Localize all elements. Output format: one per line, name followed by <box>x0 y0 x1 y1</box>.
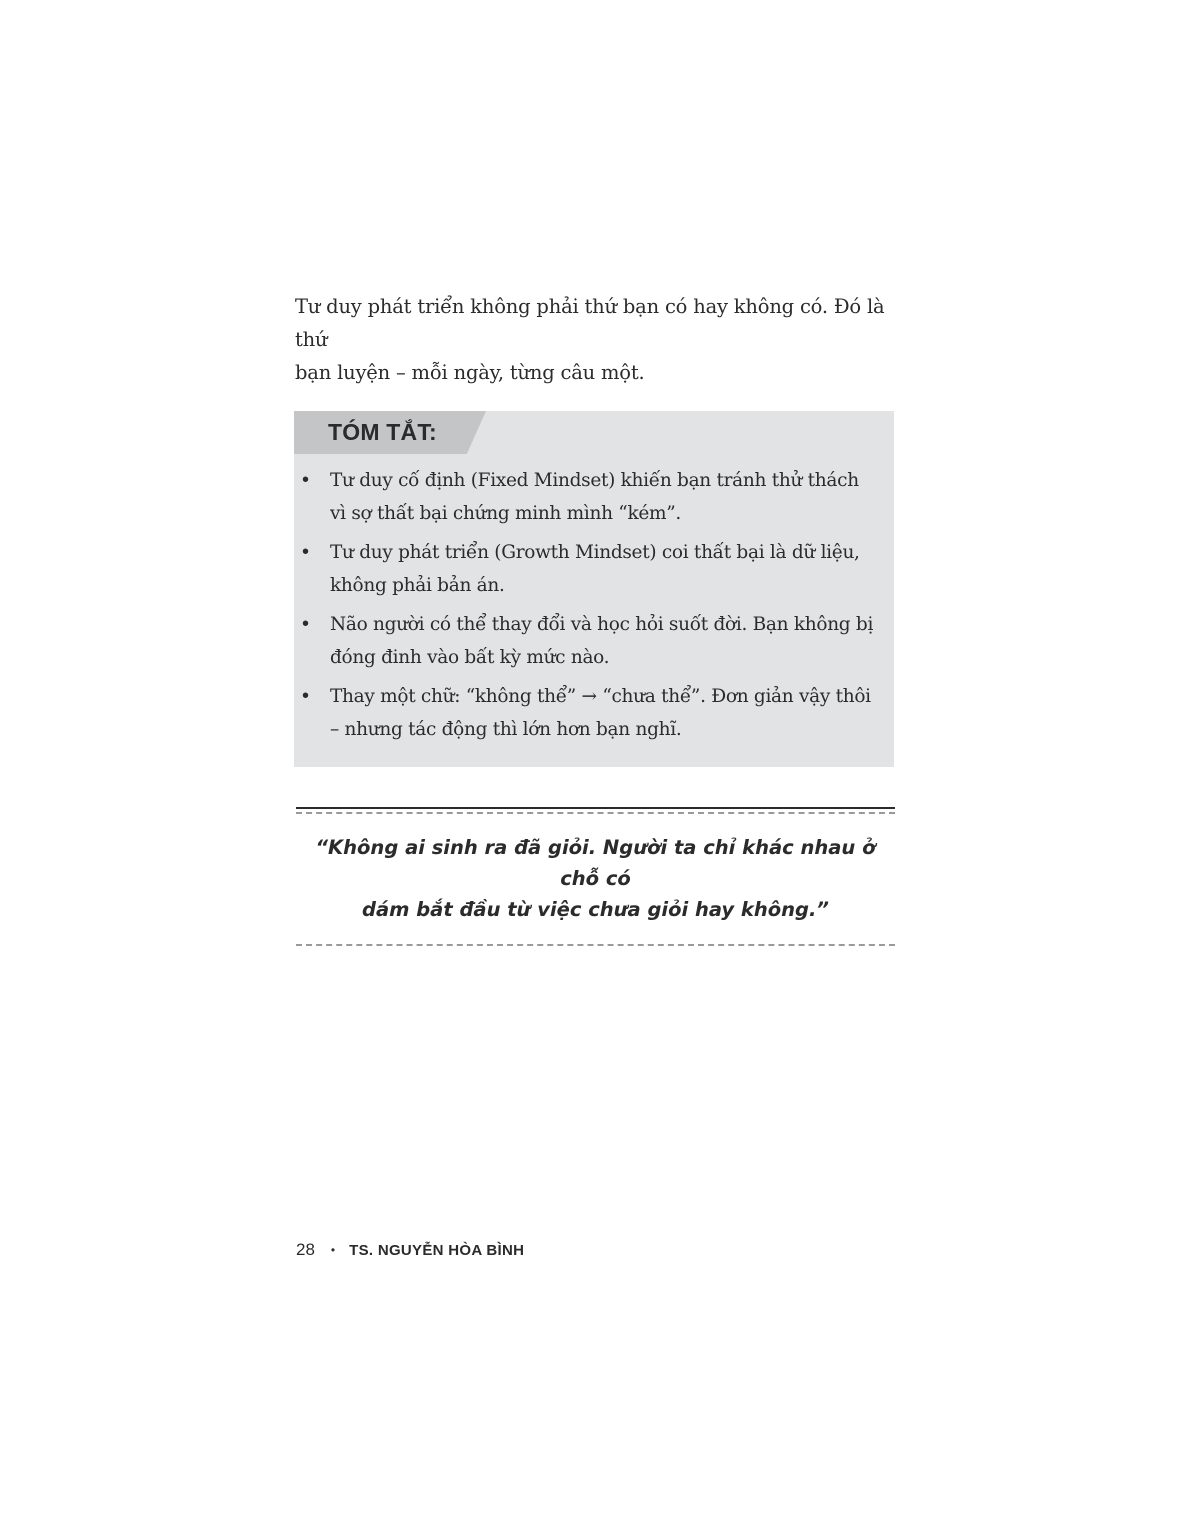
list-item-line: Tư duy phát triển (Growth Mindset) coi thất bại là dữ liệu, <box>330 542 860 563</box>
intro-line: bạn luyện – mỗi ngày, từng câu một. <box>295 361 645 384</box>
bullet-icon: • <box>302 541 309 563</box>
summary-title: TÓM TẮT: <box>328 419 437 445</box>
list-item-line: Thay một chữ: “không thể” → “chưa thể”. Đơn giản vậy thôi <box>330 686 871 707</box>
list-item-line: Não người có thể thay đổi và học hỏi suốt đời. Bạn không bị <box>330 614 874 635</box>
list-item <box>294 536 894 602</box>
list-item-line: Tư duy cố định (Fixed Mindset) khiến bạn tránh thử thách <box>330 470 859 491</box>
intro-paragraph <box>295 290 900 389</box>
list-item-line: không phải bản án. <box>330 575 505 596</box>
quote-line: dám bắt đầu từ việc chưa giỏi hay không.” <box>362 898 829 921</box>
page-footer <box>296 1240 524 1260</box>
quote-text <box>296 832 895 925</box>
pull-quote <box>296 807 895 946</box>
bullet-icon: • <box>302 469 309 491</box>
quote-bottom-dashed-rule <box>296 944 895 946</box>
bullet-icon: • <box>302 685 309 707</box>
bullet-icon: • <box>302 613 309 635</box>
list-item-line: – nhưng tác động thì lớn hơn bạn nghĩ. <box>330 719 682 740</box>
author-name: TS. NGUYỄN HÒA BÌNH <box>349 1241 525 1259</box>
quote-line: “Không ai sinh ra đã giỏi. Người ta chỉ khác nhau ở chỗ có <box>315 836 876 890</box>
summary-list <box>294 464 894 752</box>
quote-top-rule <box>296 807 895 809</box>
page-number: 28 <box>296 1240 315 1259</box>
summary-box <box>294 411 894 767</box>
list-item-line: vì sợ thất bại chứng minh mình “kém”. <box>330 503 681 524</box>
quote-top-dashed-rule <box>296 812 895 814</box>
list-item <box>294 608 894 674</box>
intro-line: Tư duy phát triển không phải thứ bạn có hay không có. Đó là thứ <box>295 295 885 351</box>
footer-separator: • <box>330 1243 336 1257</box>
list-item <box>294 680 894 746</box>
list-item-line: đóng đinh vào bất kỳ mức nào. <box>330 647 610 668</box>
list-item <box>294 464 894 530</box>
